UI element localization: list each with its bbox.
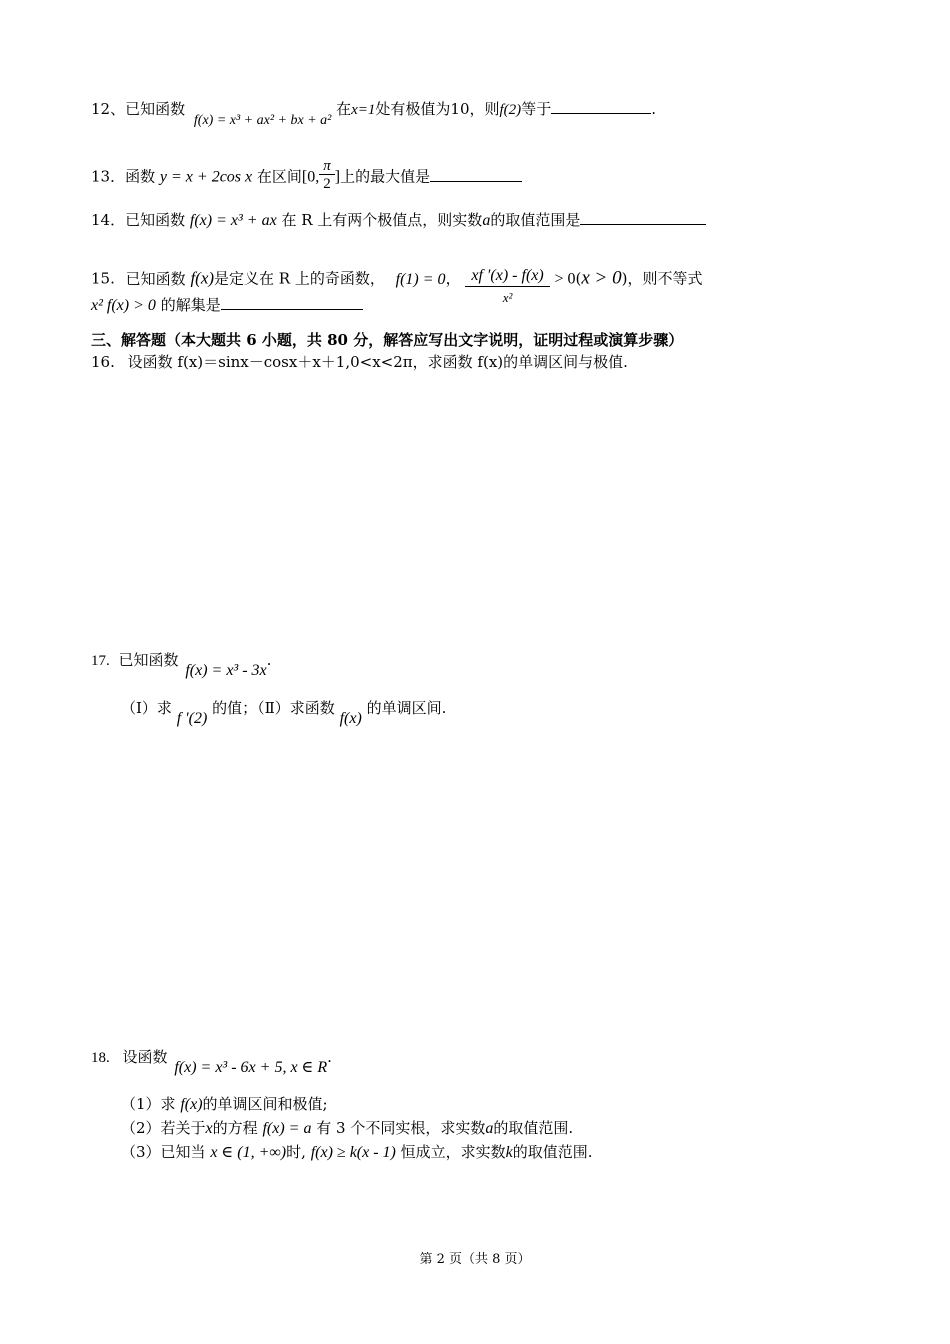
q14-number: 14． [91,211,126,229]
q18-part2-eq: f(x) = a [262,1120,312,1137]
q17-dot: . [266,651,272,669]
q18-part3-when: 时, [286,1143,306,1161]
q18-part2-mid2: 有 3 个不同实根，求实数 [316,1119,486,1137]
q14-prefix: 已知函数 [125,211,186,229]
q15-answer-blank [221,295,363,310]
q12-condition: x=1 [351,102,376,118]
question-16 [91,352,628,372]
q17-prefix: 已知函数 [118,651,179,669]
q18-part2-x: x [205,1120,213,1137]
question-12 [91,99,656,128]
q15-gt0: > 0 [554,270,576,288]
q18-part2-a: a [485,1120,494,1137]
question-13 [91,160,522,195]
q18-part3-cond: x ∈ (1, +∞) [210,1144,287,1161]
question-18 [91,1047,332,1076]
q14-formula: f(x) = x³ + ax [189,212,277,229]
q18-part3-post: 的取值范围. [512,1143,593,1161]
q17-part1-post: 的值；（Ⅱ）求函数 [212,699,335,717]
q18-dot: . [327,1048,332,1066]
q15-post: ，则不等式 [627,269,703,288]
q13-answer-blank [430,167,522,182]
q18-prefix: 设函数 [122,1048,168,1066]
q15-paren-open: ( [575,269,582,288]
q12-mid: 在 [336,100,352,118]
q16-text: 设函数 f(x)＝sinx－cosx＋x＋1,0<x<2π，求函数 f(x)的单调区间与极值. [127,353,628,371]
q18-part2-mid: 的方程 [212,1119,258,1137]
q15-number: 15. [91,269,115,288]
q12-end: 等于 [521,100,552,118]
page-footer: 第 2 页（共 8 页） [419,1252,531,1267]
q17-part1-prefix: （Ⅰ）求 [121,699,172,717]
q17-part1-fprime: f ′(2) [176,710,208,727]
q15-prefix: 已知函数 [125,269,186,288]
q15-f1: f(1) = 0 [395,270,446,288]
question-18-part1 [121,1094,328,1115]
q15-fraction [465,266,549,309]
question-18-part2 [121,1118,573,1139]
q14-answer-blank [580,210,706,225]
q12-period: . [651,100,656,118]
q12-number: 12、 [91,100,126,118]
q17-part2-fx: f(x) [339,710,362,727]
q12-post: 处有极值为10，则 [375,100,500,118]
q18-part1-fx: f(x) [180,1096,203,1113]
q18-part3-mid: 恒成立，求实数 [400,1143,506,1161]
q17-part2-post: 的单调区间. [366,699,447,717]
section-3-title: 三、解答题（本大题共 6 小题，共 80 分，解答应写出文字说明，证明过程或演算步骤） [91,331,684,349]
question-17 [91,650,272,679]
q14-post: 的取值范围是 [490,211,581,229]
q15-frac-num: xf ′(x) - f(x) [465,266,549,287]
question-18-part3 [121,1142,593,1163]
q12-answer-blank [551,99,651,114]
q17-formula: f(x) = x³ - 3x [185,662,267,679]
q18-part3-k: k [505,1144,513,1161]
q13-pi-over-2 [319,158,335,193]
q15-cond: x > 0 [581,267,622,289]
q15-frac-den: x² [502,290,513,305]
q18-part3-ineq: f(x) ≥ k(x - 1) [310,1144,396,1161]
q16-number: 16. [91,353,115,371]
q14-mid: 在 R 上有两个极值点，则实数 [281,211,483,229]
q15-post2: 的解集是 [160,296,221,314]
question-15-line2 [91,295,363,316]
q12-formula: f(x) = x³ + ax² + bx + a² [193,113,332,128]
q13-two: 2 [323,176,331,192]
q13-mid: 在区间 [256,167,302,186]
q12-target: f(2) [499,102,522,118]
question-14 [91,210,706,231]
q13-interval-right: ] [334,168,341,186]
q14-var-a: a [482,212,491,229]
q15-ineq: x² f(x) > 0 [91,297,156,314]
q15-paren-close: ) [621,269,628,288]
q18-number: 18. [91,1050,110,1066]
q13-interval-left: [0, [301,168,320,186]
q18-part2-post: 的取值范围. [493,1119,574,1137]
q15-comma: ， [445,269,461,288]
q17-number: 17. [91,653,110,669]
q18-formula: f(x) = x³ - 6x + 5, x ∈ R [174,1059,328,1076]
q18-part1-prefix: （1）求 [121,1095,176,1113]
q13-number: 13． [91,167,126,186]
q15-mid: 是定义在 R 上的奇函数， [214,269,385,288]
q13-pi: π [319,158,335,175]
q13-post: 上的最大值是 [340,167,431,186]
q12-prefix: 已知函数 [125,100,186,118]
question-17-parts [121,698,447,727]
q18-part3-prefix: （3）已知当 [121,1143,206,1161]
q18-part1-post: 的单调区间和极值; [202,1095,328,1113]
q13-prefix: 函数 [125,167,156,186]
q13-formula: y = x + 2cos x [159,168,253,186]
q18-part2-prefix: （2）若关于 [121,1119,206,1137]
q15-fx: f(x) [190,268,215,288]
